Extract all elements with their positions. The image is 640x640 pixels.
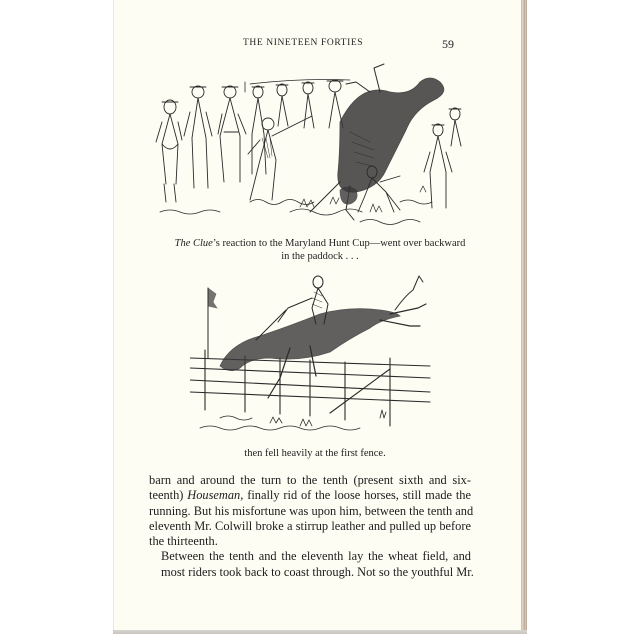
paragraph-2 xyxy=(149,549,474,580)
page-edge-stack xyxy=(521,0,527,632)
page-number: 59 xyxy=(442,37,454,51)
text-line: teenth) Houseman, finally rid of the loose horses, still made the xyxy=(149,488,471,503)
rearing-horse-drawing xyxy=(140,62,490,234)
page-bottom-edge xyxy=(113,630,527,634)
caption-line2: in the paddock . . . xyxy=(281,251,359,262)
caption-line1-rest: ’s reaction to the Maryland Hunt Cup—went over backward xyxy=(212,238,466,249)
text-line: barn and around the turn to the tenth (present sixth and six- xyxy=(149,473,471,487)
illustration-fence-fall xyxy=(190,268,435,448)
running-title: THE NINETEEN FORTIES xyxy=(243,38,364,48)
text-line: running. But his misfortune was upon him, between the tenth and xyxy=(149,503,474,518)
caption-horse-name: The Clue xyxy=(174,238,213,249)
text-line: eleventh Mr. Colwill broke a stirrup leather and pulled up before xyxy=(149,518,471,533)
caption-paddock xyxy=(150,237,490,263)
fence-fall-drawing xyxy=(190,268,435,448)
text-line: the thirteenth. xyxy=(149,534,218,549)
illustration-paddock xyxy=(140,62,490,234)
body-text xyxy=(149,473,474,580)
caption-fence-fall: then fell heavily at the first fence. xyxy=(244,448,386,459)
text-line: most riders took back to coast through. Not so the youthful Mr. xyxy=(161,564,474,579)
text-line: Between the tenth and the eleventh lay the wheat field, and xyxy=(161,549,471,564)
horse-name-houseman: Houseman xyxy=(187,488,241,503)
paragraph-1 xyxy=(149,473,474,549)
running-head xyxy=(113,38,522,54)
